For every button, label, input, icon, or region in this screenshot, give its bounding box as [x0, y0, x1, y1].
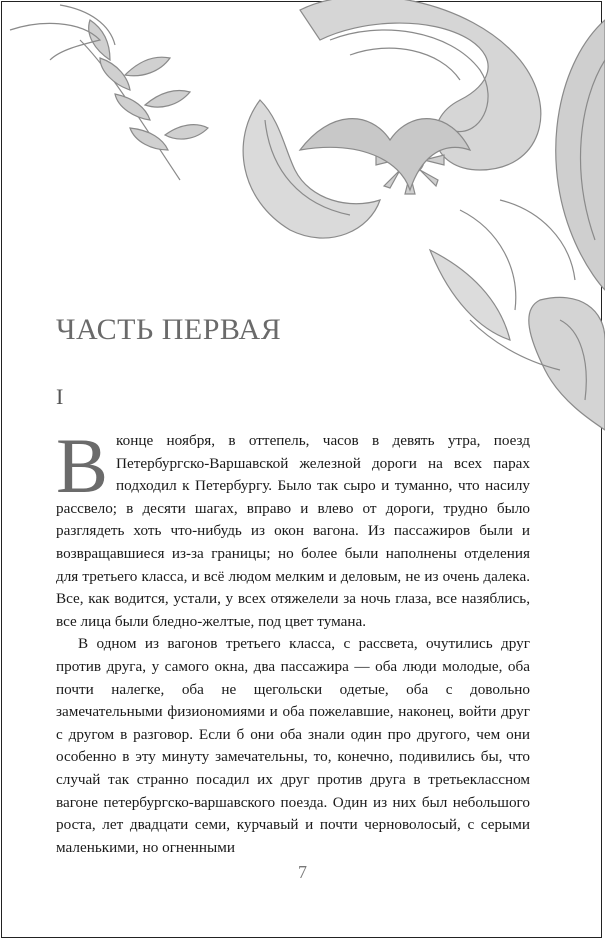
- paragraph-1: [56, 422, 530, 633]
- paisley-ornament: [0, 0, 605, 450]
- drop-cap: В: [56, 422, 109, 509]
- text-block: [56, 422, 530, 859]
- part-title: ЧАСТЬ ПЕРВАЯ: [56, 313, 282, 346]
- page-number: 7: [298, 862, 307, 882]
- paragraph-1-text: конце ноября, в оттепель, часов в девять утра, поезд Петербургско-Варшавской железной дороги на всех парах подходил к Петербургу. Было так сыро и туманно, что насилу рассвело; в десяти шагах, вправо и влево от дороги, трудно было разглядеть хоть что-нибудь из окон вагона. Из пассажиров были и возвращавшиеся из-за границы; но более были наполнены отделения для третьего класса, и всё людом мелким и деловым, не из очень далека. Все, как водится, устали, у всех отяжелели за ночь глаза, все назяблись, все лица были бледно-желтые, под цвет тумана.: [56, 432, 530, 630]
- paragraph-2: В одном из вагонов третьего класса, с рассвета, очутились друг против друга, у самого окна, два пассажира — оба люди молодые, оба почти налегке, оба не щегольски одетые, оба с довольно замечательными физиономиями и оба пожелавшие, наконец, войти друг с другом в разговор. Если б они оба знали один про другого, чем они особенно в эту минуту замечательны, то, конечно, подивились бы, что случай так странно посадил их друг против друга в третьеклассном вагоне петербургско-варшавского поезда. Один из них был небольшого роста, лет двадцати семи, курчавый и почти черноволосый, с серыми маленькими, но огненными: [56, 635, 530, 856]
- chapter-number: I: [56, 384, 64, 409]
